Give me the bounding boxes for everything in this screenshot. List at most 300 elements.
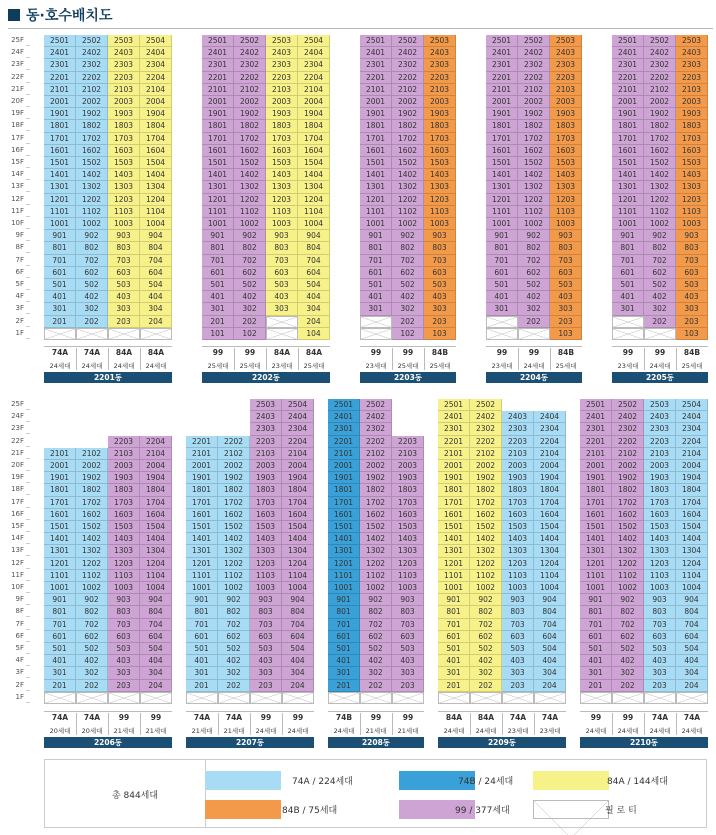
unit-cell[interactable]: 1601 bbox=[486, 145, 518, 157]
unit-cell[interactable]: 802 bbox=[76, 606, 108, 618]
unit-cell[interactable]: 2003 bbox=[644, 460, 676, 472]
unit-cell[interactable]: 602 bbox=[392, 267, 424, 279]
unit-cell[interactable]: 1803 bbox=[392, 484, 424, 496]
unit-cell[interactable]: 704 bbox=[534, 619, 566, 631]
unit-cell[interactable]: 2102 bbox=[234, 84, 266, 96]
unit-cell[interactable]: 2203 bbox=[644, 436, 676, 448]
unit-cell[interactable]: 2502 bbox=[360, 399, 392, 411]
unit-cell[interactable]: 302 bbox=[392, 303, 424, 315]
unit-cell[interactable]: 802 bbox=[218, 606, 250, 618]
unit-cell[interactable]: 1204 bbox=[282, 558, 314, 570]
unit-cell[interactable]: 2003 bbox=[424, 96, 456, 108]
unit-cell[interactable]: 903 bbox=[108, 594, 140, 606]
unit-cell[interactable]: 1402 bbox=[518, 169, 550, 181]
unit-cell[interactable]: 2102 bbox=[470, 448, 502, 460]
unit-cell[interactable]: 802 bbox=[76, 242, 108, 254]
unit-cell[interactable]: 502 bbox=[76, 279, 108, 291]
unit-cell[interactable]: 402 bbox=[218, 655, 250, 667]
unit-cell[interactable]: 1702 bbox=[234, 133, 266, 145]
unit-cell[interactable]: 601 bbox=[580, 631, 612, 643]
unit-cell[interactable]: 1901 bbox=[580, 472, 612, 484]
unit-cell[interactable]: 1204 bbox=[534, 558, 566, 570]
unit-cell[interactable]: 802 bbox=[392, 242, 424, 254]
unit-cell[interactable]: 2402 bbox=[644, 47, 676, 59]
unit-cell[interactable]: 1303 bbox=[392, 545, 424, 557]
unit-cell[interactable]: 1004 bbox=[140, 582, 172, 594]
unit-cell[interactable]: 1203 bbox=[266, 194, 298, 206]
unit-cell[interactable]: 1201 bbox=[44, 558, 76, 570]
unit-cell[interactable]: 1303 bbox=[502, 545, 534, 557]
unit-cell[interactable]: 2004 bbox=[282, 460, 314, 472]
unit-cell[interactable]: 1004 bbox=[298, 218, 330, 230]
unit-cell[interactable]: 1603 bbox=[392, 509, 424, 521]
unit-cell[interactable]: 2304 bbox=[282, 423, 314, 435]
unit-cell[interactable]: 1901 bbox=[44, 108, 76, 120]
unit-cell[interactable]: 2401 bbox=[328, 411, 360, 423]
unit-cell[interactable]: 2001 bbox=[612, 96, 644, 108]
unit-cell[interactable]: 1804 bbox=[298, 120, 330, 132]
unit-cell[interactable]: 1401 bbox=[360, 169, 392, 181]
unit-cell[interactable]: 703 bbox=[266, 255, 298, 267]
unit-cell[interactable]: 1703 bbox=[502, 497, 534, 509]
unit-cell[interactable]: 2101 bbox=[580, 448, 612, 460]
unit-cell[interactable]: 1102 bbox=[218, 570, 250, 582]
unit-cell[interactable]: 1602 bbox=[76, 509, 108, 521]
unit-cell[interactable]: 1504 bbox=[298, 157, 330, 169]
unit-cell[interactable]: 2204 bbox=[676, 436, 708, 448]
unit-cell[interactable]: 403 bbox=[108, 655, 140, 667]
unit-cell[interactable]: 1202 bbox=[470, 558, 502, 570]
unit-cell[interactable]: 1504 bbox=[676, 521, 708, 533]
unit-cell[interactable]: 1403 bbox=[502, 533, 534, 545]
unit-cell[interactable]: 202 bbox=[218, 680, 250, 692]
unit-cell[interactable]: 1303 bbox=[644, 545, 676, 557]
unit-cell[interactable]: 702 bbox=[234, 255, 266, 267]
unit-cell[interactable]: 1703 bbox=[644, 497, 676, 509]
unit-cell[interactable]: 1501 bbox=[438, 521, 470, 533]
unit-cell[interactable]: 1303 bbox=[108, 181, 140, 193]
unit-cell[interactable]: 1002 bbox=[76, 218, 108, 230]
unit-cell[interactable]: 1903 bbox=[424, 108, 456, 120]
unit-cell[interactable]: 602 bbox=[470, 631, 502, 643]
unit-cell[interactable]: 1903 bbox=[644, 472, 676, 484]
unit-cell[interactable]: 1904 bbox=[140, 108, 172, 120]
unit-cell[interactable]: 802 bbox=[470, 606, 502, 618]
unit-cell[interactable]: 1301 bbox=[438, 545, 470, 557]
unit-cell[interactable]: 2201 bbox=[612, 72, 644, 84]
unit-cell[interactable]: 501 bbox=[328, 643, 360, 655]
unit-cell[interactable]: 804 bbox=[282, 606, 314, 618]
unit-cell[interactable]: 1903 bbox=[550, 108, 582, 120]
unit-cell[interactable]: 1501 bbox=[186, 521, 218, 533]
unit-cell[interactable]: 402 bbox=[76, 655, 108, 667]
unit-cell[interactable]: 201 bbox=[44, 316, 76, 328]
unit-cell[interactable]: 303 bbox=[108, 303, 140, 315]
unit-cell[interactable]: 1301 bbox=[186, 545, 218, 557]
unit-cell[interactable]: 2402 bbox=[518, 47, 550, 59]
unit-cell[interactable]: 2103 bbox=[266, 84, 298, 96]
unit-cell[interactable]: 1504 bbox=[282, 521, 314, 533]
unit-cell[interactable]: 704 bbox=[676, 619, 708, 631]
unit-cell[interactable]: 2001 bbox=[360, 96, 392, 108]
unit-cell[interactable]: 1704 bbox=[140, 497, 172, 509]
unit-cell[interactable]: 201 bbox=[328, 680, 360, 692]
unit-cell[interactable]: 1902 bbox=[360, 472, 392, 484]
unit-cell[interactable]: 1101 bbox=[612, 206, 644, 218]
unit-cell[interactable]: 1101 bbox=[486, 206, 518, 218]
unit-cell[interactable]: 403 bbox=[266, 291, 298, 303]
unit-cell[interactable]: 1001 bbox=[202, 218, 234, 230]
unit-cell[interactable]: 2203 bbox=[392, 436, 424, 448]
unit-cell[interactable]: 1104 bbox=[140, 570, 172, 582]
unit-cell[interactable]: 1002 bbox=[518, 218, 550, 230]
unit-cell[interactable]: 1402 bbox=[360, 533, 392, 545]
unit-cell[interactable]: 201 bbox=[186, 680, 218, 692]
unit-cell[interactable]: 1303 bbox=[250, 545, 282, 557]
unit-cell[interactable]: 2104 bbox=[534, 448, 566, 460]
unit-cell[interactable]: 1103 bbox=[644, 570, 676, 582]
unit-cell[interactable]: 104 bbox=[298, 328, 330, 340]
unit-cell[interactable]: 401 bbox=[612, 291, 644, 303]
unit-cell[interactable]: 2303 bbox=[644, 423, 676, 435]
unit-cell[interactable]: 1001 bbox=[580, 582, 612, 594]
unit-cell[interactable]: 1303 bbox=[108, 545, 140, 557]
unit-cell[interactable]: 1602 bbox=[218, 509, 250, 521]
unit-cell[interactable]: 1203 bbox=[502, 558, 534, 570]
unit-cell[interactable]: 1801 bbox=[580, 484, 612, 496]
unit-cell[interactable]: 1202 bbox=[76, 194, 108, 206]
unit-cell[interactable]: 904 bbox=[534, 594, 566, 606]
unit-cell[interactable]: 503 bbox=[502, 643, 534, 655]
unit-cell[interactable]: 2003 bbox=[108, 460, 140, 472]
unit-cell[interactable]: 602 bbox=[76, 267, 108, 279]
unit-cell[interactable]: 304 bbox=[298, 303, 330, 315]
unit-cell[interactable]: 702 bbox=[76, 619, 108, 631]
unit-cell[interactable]: 1401 bbox=[612, 169, 644, 181]
unit-cell[interactable]: 1203 bbox=[550, 194, 582, 206]
unit-cell[interactable]: 1404 bbox=[534, 533, 566, 545]
unit-cell[interactable]: 902 bbox=[392, 230, 424, 242]
unit-cell[interactable]: 1802 bbox=[76, 120, 108, 132]
unit-cell[interactable]: 2404 bbox=[534, 411, 566, 423]
unit-cell[interactable]: 1501 bbox=[486, 157, 518, 169]
unit-cell[interactable]: 402 bbox=[612, 655, 644, 667]
unit-cell[interactable]: 1003 bbox=[108, 218, 140, 230]
unit-cell[interactable]: 1504 bbox=[140, 521, 172, 533]
unit-cell[interactable]: 2103 bbox=[424, 84, 456, 96]
unit-cell[interactable]: 602 bbox=[612, 631, 644, 643]
unit-cell[interactable]: 2301 bbox=[580, 423, 612, 435]
unit-cell[interactable]: 801 bbox=[44, 606, 76, 618]
unit-cell[interactable]: 1902 bbox=[76, 108, 108, 120]
unit-cell[interactable]: 403 bbox=[424, 291, 456, 303]
unit-cell[interactable]: 1304 bbox=[140, 181, 172, 193]
unit-cell[interactable]: 1403 bbox=[424, 169, 456, 181]
unit-cell[interactable]: 602 bbox=[218, 631, 250, 643]
unit-cell[interactable]: 1402 bbox=[392, 169, 424, 181]
unit-cell[interactable]: 901 bbox=[438, 594, 470, 606]
unit-cell[interactable]: 1503 bbox=[644, 521, 676, 533]
unit-cell[interactable]: 102 bbox=[234, 328, 266, 340]
unit-cell[interactable]: 1303 bbox=[424, 181, 456, 193]
unit-cell[interactable]: 1903 bbox=[502, 472, 534, 484]
unit-cell[interactable]: 1601 bbox=[202, 145, 234, 157]
unit-cell[interactable]: 601 bbox=[486, 267, 518, 279]
unit-cell[interactable]: 2201 bbox=[360, 72, 392, 84]
unit-cell[interactable]: 301 bbox=[44, 303, 76, 315]
unit-cell[interactable]: 301 bbox=[486, 303, 518, 315]
unit-cell[interactable]: 2303 bbox=[676, 59, 708, 71]
unit-cell[interactable]: 1301 bbox=[612, 181, 644, 193]
unit-cell[interactable]: 202 bbox=[76, 316, 108, 328]
unit-cell[interactable]: 1201 bbox=[328, 558, 360, 570]
unit-cell[interactable]: 2202 bbox=[234, 72, 266, 84]
unit-cell[interactable]: 1803 bbox=[250, 484, 282, 496]
unit-cell[interactable]: 1004 bbox=[534, 582, 566, 594]
unit-cell[interactable]: 2101 bbox=[328, 448, 360, 460]
unit-cell[interactable]: 2501 bbox=[580, 399, 612, 411]
unit-cell[interactable]: 203 bbox=[250, 680, 282, 692]
unit-cell[interactable]: 1103 bbox=[502, 570, 534, 582]
unit-cell[interactable]: 1403 bbox=[108, 533, 140, 545]
unit-cell[interactable]: 2303 bbox=[502, 423, 534, 435]
unit-cell[interactable]: 2502 bbox=[644, 35, 676, 47]
unit-cell[interactable]: 1502 bbox=[612, 521, 644, 533]
unit-cell[interactable]: 203 bbox=[108, 680, 140, 692]
unit-cell[interactable]: 2504 bbox=[282, 399, 314, 411]
unit-cell[interactable]: 1203 bbox=[644, 558, 676, 570]
unit-cell[interactable]: 802 bbox=[360, 606, 392, 618]
unit-cell[interactable]: 903 bbox=[644, 594, 676, 606]
unit-cell[interactable]: 1304 bbox=[676, 545, 708, 557]
unit-cell[interactable]: 301 bbox=[580, 667, 612, 679]
unit-cell[interactable]: 1004 bbox=[140, 218, 172, 230]
unit-cell[interactable]: 1601 bbox=[186, 509, 218, 521]
unit-cell[interactable]: 1003 bbox=[550, 218, 582, 230]
unit-cell[interactable]: 1301 bbox=[202, 181, 234, 193]
unit-cell[interactable]: 1701 bbox=[486, 133, 518, 145]
unit-cell[interactable]: 1904 bbox=[676, 472, 708, 484]
unit-cell[interactable]: 103 bbox=[676, 328, 708, 340]
unit-cell[interactable]: 1703 bbox=[250, 497, 282, 509]
unit-cell[interactable]: 1901 bbox=[360, 108, 392, 120]
unit-cell[interactable]: 604 bbox=[282, 631, 314, 643]
unit-cell[interactable]: 1502 bbox=[76, 521, 108, 533]
unit-cell[interactable]: 1603 bbox=[250, 509, 282, 521]
unit-cell[interactable]: 2501 bbox=[328, 399, 360, 411]
unit-cell[interactable]: 902 bbox=[470, 594, 502, 606]
unit-cell[interactable]: 1604 bbox=[676, 509, 708, 521]
unit-cell[interactable]: 203 bbox=[550, 316, 582, 328]
unit-cell[interactable]: 603 bbox=[266, 267, 298, 279]
unit-cell[interactable]: 601 bbox=[438, 631, 470, 643]
unit-cell[interactable]: 1703 bbox=[108, 133, 140, 145]
unit-cell[interactable]: 603 bbox=[550, 267, 582, 279]
unit-cell[interactable]: 1903 bbox=[676, 108, 708, 120]
unit-cell[interactable]: 1302 bbox=[76, 181, 108, 193]
unit-cell[interactable]: 801 bbox=[186, 606, 218, 618]
unit-cell[interactable]: 401 bbox=[328, 655, 360, 667]
unit-cell[interactable]: 302 bbox=[644, 303, 676, 315]
unit-cell[interactable]: 2301 bbox=[328, 423, 360, 435]
unit-cell[interactable]: 2203 bbox=[502, 436, 534, 448]
unit-cell[interactable]: 2203 bbox=[266, 72, 298, 84]
unit-cell[interactable]: 2201 bbox=[44, 72, 76, 84]
unit-cell[interactable]: 1902 bbox=[76, 472, 108, 484]
unit-cell[interactable]: 2004 bbox=[676, 460, 708, 472]
unit-cell[interactable]: 902 bbox=[612, 594, 644, 606]
unit-cell[interactable]: 504 bbox=[676, 643, 708, 655]
unit-cell[interactable]: 1704 bbox=[534, 497, 566, 509]
unit-cell[interactable]: 701 bbox=[438, 619, 470, 631]
unit-cell[interactable]: 1002 bbox=[392, 218, 424, 230]
unit-cell[interactable]: 403 bbox=[108, 291, 140, 303]
unit-cell[interactable]: 903 bbox=[392, 594, 424, 606]
unit-cell[interactable]: 1904 bbox=[534, 472, 566, 484]
unit-cell[interactable]: 1301 bbox=[580, 545, 612, 557]
unit-cell[interactable]: 1702 bbox=[392, 133, 424, 145]
unit-cell[interactable]: 2501 bbox=[44, 35, 76, 47]
unit-cell[interactable]: 1502 bbox=[234, 157, 266, 169]
unit-cell[interactable]: 1701 bbox=[44, 133, 76, 145]
unit-cell[interactable]: 2403 bbox=[424, 47, 456, 59]
unit-cell[interactable]: 1501 bbox=[360, 157, 392, 169]
unit-cell[interactable]: 1804 bbox=[140, 120, 172, 132]
unit-cell[interactable]: 204 bbox=[534, 680, 566, 692]
unit-cell[interactable]: 1104 bbox=[282, 570, 314, 582]
unit-cell[interactable]: 2503 bbox=[424, 35, 456, 47]
unit-cell[interactable]: 702 bbox=[470, 619, 502, 631]
unit-cell[interactable]: 1101 bbox=[438, 570, 470, 582]
unit-cell[interactable]: 1203 bbox=[108, 558, 140, 570]
unit-cell[interactable]: 1302 bbox=[218, 545, 250, 557]
unit-cell[interactable]: 2204 bbox=[282, 436, 314, 448]
unit-cell[interactable]: 1102 bbox=[470, 570, 502, 582]
unit-cell[interactable]: 503 bbox=[250, 643, 282, 655]
unit-cell[interactable]: 1401 bbox=[328, 533, 360, 545]
unit-cell[interactable]: 204 bbox=[298, 316, 330, 328]
unit-cell[interactable]: 1201 bbox=[360, 194, 392, 206]
unit-cell[interactable]: 502 bbox=[518, 279, 550, 291]
unit-cell[interactable]: 304 bbox=[534, 667, 566, 679]
unit-cell[interactable]: 204 bbox=[140, 680, 172, 692]
unit-cell[interactable]: 1702 bbox=[644, 133, 676, 145]
unit-cell[interactable]: 702 bbox=[612, 619, 644, 631]
unit-cell[interactable]: 301 bbox=[612, 303, 644, 315]
unit-cell[interactable]: 204 bbox=[282, 680, 314, 692]
unit-cell[interactable]: 701 bbox=[328, 619, 360, 631]
unit-cell[interactable]: 2403 bbox=[266, 47, 298, 59]
unit-cell[interactable]: 302 bbox=[518, 303, 550, 315]
unit-cell[interactable]: 402 bbox=[360, 655, 392, 667]
unit-cell[interactable]: 1003 bbox=[424, 218, 456, 230]
unit-cell[interactable]: 1801 bbox=[44, 484, 76, 496]
unit-cell[interactable]: 303 bbox=[644, 667, 676, 679]
unit-cell[interactable]: 2201 bbox=[186, 436, 218, 448]
unit-cell[interactable]: 404 bbox=[534, 655, 566, 667]
unit-cell[interactable]: 501 bbox=[186, 643, 218, 655]
unit-cell[interactable]: 302 bbox=[470, 667, 502, 679]
unit-cell[interactable]: 2002 bbox=[518, 96, 550, 108]
unit-cell[interactable]: 1102 bbox=[612, 570, 644, 582]
unit-cell[interactable]: 1601 bbox=[44, 145, 76, 157]
unit-cell[interactable]: 903 bbox=[250, 594, 282, 606]
unit-cell[interactable]: 1903 bbox=[392, 472, 424, 484]
unit-cell[interactable]: 402 bbox=[392, 291, 424, 303]
unit-cell[interactable]: 902 bbox=[76, 594, 108, 606]
unit-cell[interactable]: 2501 bbox=[360, 35, 392, 47]
unit-cell[interactable]: 1601 bbox=[580, 509, 612, 521]
unit-cell[interactable]: 1901 bbox=[328, 472, 360, 484]
unit-cell[interactable]: 203 bbox=[676, 316, 708, 328]
unit-cell[interactable]: 803 bbox=[644, 606, 676, 618]
unit-cell[interactable]: 1902 bbox=[470, 472, 502, 484]
unit-cell[interactable]: 1703 bbox=[266, 133, 298, 145]
unit-cell[interactable]: 1201 bbox=[202, 194, 234, 206]
unit-cell[interactable]: 1402 bbox=[612, 533, 644, 545]
unit-cell[interactable]: 401 bbox=[580, 655, 612, 667]
unit-cell[interactable]: 1404 bbox=[140, 533, 172, 545]
unit-cell[interactable]: 1503 bbox=[250, 521, 282, 533]
unit-cell[interactable]: 804 bbox=[140, 606, 172, 618]
unit-cell[interactable]: 602 bbox=[360, 631, 392, 643]
unit-cell[interactable]: 1602 bbox=[76, 145, 108, 157]
unit-cell[interactable]: 2202 bbox=[76, 72, 108, 84]
unit-cell[interactable]: 403 bbox=[550, 291, 582, 303]
unit-cell[interactable]: 2502 bbox=[76, 35, 108, 47]
unit-cell[interactable]: 2003 bbox=[250, 460, 282, 472]
unit-cell[interactable]: 401 bbox=[486, 291, 518, 303]
unit-cell[interactable]: 1201 bbox=[612, 194, 644, 206]
unit-cell[interactable]: 1003 bbox=[250, 582, 282, 594]
unit-cell[interactable]: 204 bbox=[140, 316, 172, 328]
unit-cell[interactable]: 1202 bbox=[360, 558, 392, 570]
unit-cell[interactable]: 1202 bbox=[234, 194, 266, 206]
unit-cell[interactable]: 2101 bbox=[44, 448, 76, 460]
unit-cell[interactable]: 702 bbox=[644, 255, 676, 267]
unit-cell[interactable]: 904 bbox=[282, 594, 314, 606]
unit-cell[interactable]: 1801 bbox=[202, 120, 234, 132]
unit-cell[interactable]: 1003 bbox=[392, 582, 424, 594]
unit-cell[interactable]: 1102 bbox=[360, 570, 392, 582]
unit-cell[interactable]: 1701 bbox=[360, 133, 392, 145]
unit-cell[interactable]: 2301 bbox=[438, 423, 470, 435]
unit-cell[interactable]: 2003 bbox=[676, 96, 708, 108]
unit-cell[interactable]: 2102 bbox=[644, 84, 676, 96]
unit-cell[interactable]: 1803 bbox=[644, 484, 676, 496]
unit-cell[interactable]: 2002 bbox=[76, 96, 108, 108]
unit-cell[interactable]: 1802 bbox=[470, 484, 502, 496]
unit-cell[interactable]: 601 bbox=[612, 267, 644, 279]
unit-cell[interactable]: 2502 bbox=[234, 35, 266, 47]
unit-cell[interactable]: 904 bbox=[140, 594, 172, 606]
unit-cell[interactable]: 901 bbox=[202, 230, 234, 242]
unit-cell[interactable]: 901 bbox=[360, 230, 392, 242]
unit-cell[interactable]: 2002 bbox=[612, 460, 644, 472]
unit-cell[interactable]: 2102 bbox=[612, 448, 644, 460]
unit-cell[interactable]: 1801 bbox=[612, 120, 644, 132]
unit-cell[interactable]: 302 bbox=[76, 667, 108, 679]
unit-cell[interactable]: 2301 bbox=[202, 59, 234, 71]
unit-cell[interactable]: 1602 bbox=[234, 145, 266, 157]
unit-cell[interactable]: 2101 bbox=[44, 84, 76, 96]
unit-cell[interactable]: 2001 bbox=[186, 460, 218, 472]
unit-cell[interactable]: 2102 bbox=[218, 448, 250, 460]
unit-cell[interactable]: 1402 bbox=[470, 533, 502, 545]
unit-cell[interactable]: 1301 bbox=[360, 181, 392, 193]
unit-cell[interactable]: 1502 bbox=[644, 157, 676, 169]
unit-cell[interactable]: 2103 bbox=[392, 448, 424, 460]
